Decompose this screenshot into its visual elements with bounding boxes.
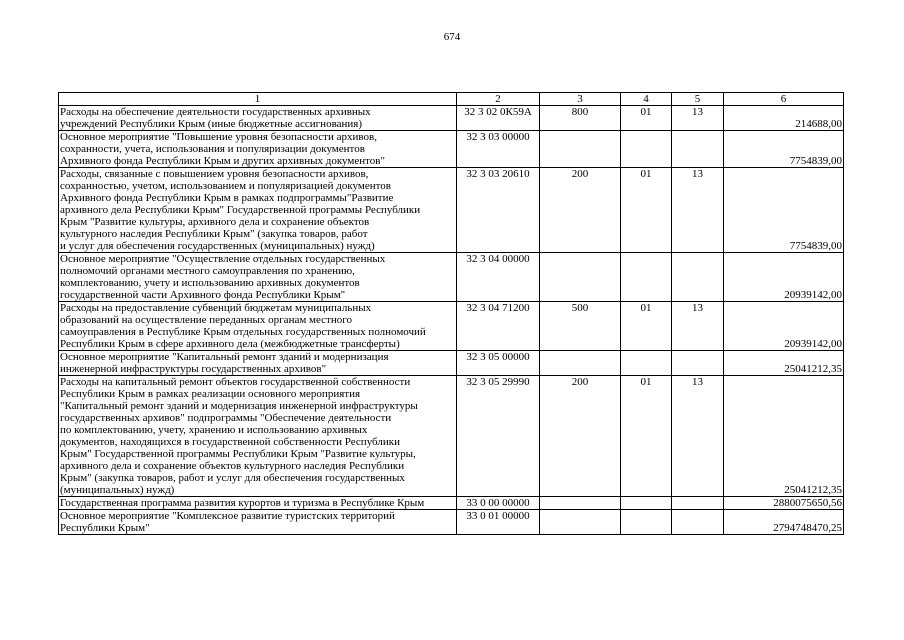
column-header: 2 (457, 93, 540, 106)
expense-type-code (540, 253, 621, 302)
description-line: Крым" (закупка товаров, работ и услуг для обеспечения государственных (60, 472, 405, 484)
description-line: учреждений Республики Крым (иные бюджетные ассигнования) (60, 118, 363, 130)
section-code (621, 497, 672, 510)
expense-type-code: 500 (540, 302, 621, 351)
section-code: 01 (621, 106, 672, 131)
target-code: 32 3 04 71200 (457, 302, 540, 351)
target-code: 32 3 02 0К59А (457, 106, 540, 131)
column-header: 5 (672, 93, 724, 106)
table-row (59, 351, 844, 376)
section-code (621, 510, 672, 535)
section-code (621, 253, 672, 302)
description-line: Крым" Государственной программы Республики Крым "Развитие культуры, (60, 448, 416, 460)
expense-description (59, 497, 457, 510)
table-row (59, 376, 844, 497)
description-line: архивного дела Республики Крым" Государственной программы Республики (60, 204, 421, 216)
description-line: по комплектованию, учету, хранению и использованию архивных (60, 424, 368, 436)
subsection-code (672, 510, 724, 535)
description-line: (муниципальных) нужд) (60, 484, 175, 496)
amount: 20939142,00 (724, 253, 844, 302)
description-line: документов, находящихся в государственной собственности Республики (60, 436, 400, 448)
amount: 20939142,00 (724, 302, 844, 351)
column-header: 4 (621, 93, 672, 106)
expense-description (59, 253, 457, 302)
description-line: Республики Крым в рамках реализации основного мероприятия (60, 388, 361, 400)
section-code (621, 351, 672, 376)
expense-type-code (540, 131, 621, 168)
description-line: Основное мероприятие "Осуществление отдельных государственных (60, 253, 386, 265)
target-code: 32 3 05 00000 (457, 351, 540, 376)
table-row (59, 302, 844, 351)
target-code: 32 3 03 20610 (457, 168, 540, 253)
amount: 25041212,35 (724, 376, 844, 497)
description-line: образований на осуществление переданных органам местного (60, 314, 352, 326)
subsection-code (672, 253, 724, 302)
amount: 2880075650,56 (724, 497, 844, 510)
column-header: 3 (540, 93, 621, 106)
table-row (59, 168, 844, 253)
target-code: 33 0 01 00000 (457, 510, 540, 535)
table-header-row (59, 93, 844, 106)
description-line: инженерной инфраструктуры государственных архивов" (60, 363, 327, 375)
page-number: 674 (443, 31, 461, 43)
table-row (59, 131, 844, 168)
expense-description (59, 376, 457, 497)
description-line: Республики Крым" (60, 522, 150, 534)
amount: 214688,00 (724, 106, 844, 131)
expense-type-code: 200 (540, 168, 621, 253)
description-line: самоуправления в Республике Крым отдельных государственных полномочий (60, 326, 426, 338)
description-line: государственной части Архивного фонда Республики Крым" (60, 289, 346, 301)
amount: 2794748470,25 (724, 510, 844, 535)
expense-type-code (540, 497, 621, 510)
table-row (59, 253, 844, 302)
description-line: Расходы, связанные с повышением уровня безопасности архивов, (60, 168, 369, 180)
description-line: Расходы на обеспечение деятельности государственных архивных (60, 106, 371, 118)
subsection-code: 13 (672, 302, 724, 351)
column-header: 1 (59, 93, 457, 106)
expense-description (59, 168, 457, 253)
amount: 25041212,35 (724, 351, 844, 376)
table-row (59, 106, 844, 131)
description-line: Расходы на капитальный ремонт объектов государственной собственности (60, 376, 411, 388)
subsection-code: 13 (672, 376, 724, 497)
expense-description (59, 510, 457, 535)
description-line: Архивного фонда Республики Крым и других архивных документов" (60, 155, 385, 167)
subsection-code: 13 (672, 106, 724, 131)
expense-description (59, 131, 457, 168)
description-line: полномочий органами местного самоуправления по хранению, (60, 265, 355, 277)
description-line: "Капитальный ремонт зданий и модернизация инженерной инфраструктуры (60, 400, 418, 412)
target-code: 33 0 00 00000 (457, 497, 540, 510)
description-line: Основное мероприятие "Комплексное развитие туристских территорий (60, 510, 395, 522)
expense-type-code: 800 (540, 106, 621, 131)
target-code: 32 3 05 29990 (457, 376, 540, 497)
subsection-code (672, 497, 724, 510)
subsection-code (672, 351, 724, 376)
description-line: Основное мероприятие "Капитальный ремонт зданий и модернизация (60, 351, 389, 363)
section-code: 01 (621, 168, 672, 253)
column-header: 6 (724, 93, 844, 106)
description-line: архивного дела и сохранение объектов культурного наследия Республики (60, 460, 405, 472)
description-line: сохранности, учета, использования и популяризации документов (60, 143, 365, 155)
expense-type-code: 200 (540, 376, 621, 497)
expense-description (59, 302, 457, 351)
target-code: 32 3 04 00000 (457, 253, 540, 302)
description-line: Архивного фонда Республики Крым в рамках подпрограммы"Развитие (60, 192, 394, 204)
target-code: 32 3 03 00000 (457, 131, 540, 168)
expense-description (59, 351, 457, 376)
budget-table (58, 92, 844, 535)
amount: 7754839,00 (724, 168, 844, 253)
table-row (59, 497, 844, 510)
table-row (59, 510, 844, 535)
expense-type-code (540, 510, 621, 535)
description-line: Республики Крым в сфере архивного дела (межбюджетные трансферты) (60, 338, 400, 350)
description-line: Расходы на предоставление субвенций бюджетам муниципальных (60, 302, 372, 314)
description-line: Основное мероприятие "Повышение уровня безопасности архивов, (60, 131, 377, 143)
section-code (621, 131, 672, 168)
description-line: и услуг для обеспечения государственных (муниципальных) нужд) (60, 240, 375, 252)
description-line: комплектованию, учету и использованию архивных документов (60, 277, 360, 289)
description-line: культурного наследия Республики Крым" (закупка товаров, работ (60, 228, 368, 240)
description-line: сохранностью, учетом, использованием и популяризацией документов (60, 180, 391, 192)
section-code: 01 (621, 376, 672, 497)
expense-description (59, 106, 457, 131)
description-line: государственных архивов" подпрограммы "Обеспечение деятельности (60, 412, 392, 424)
description-line: Крым "Развитие культуры, архивного дела и сохранение объектов (60, 216, 370, 228)
expense-type-code (540, 351, 621, 376)
section-code: 01 (621, 302, 672, 351)
amount: 7754839,00 (724, 131, 844, 168)
subsection-code (672, 131, 724, 168)
description-line: Государственная программа развития курортов и туризма в Республике Крым (60, 497, 425, 509)
subsection-code: 13 (672, 168, 724, 253)
